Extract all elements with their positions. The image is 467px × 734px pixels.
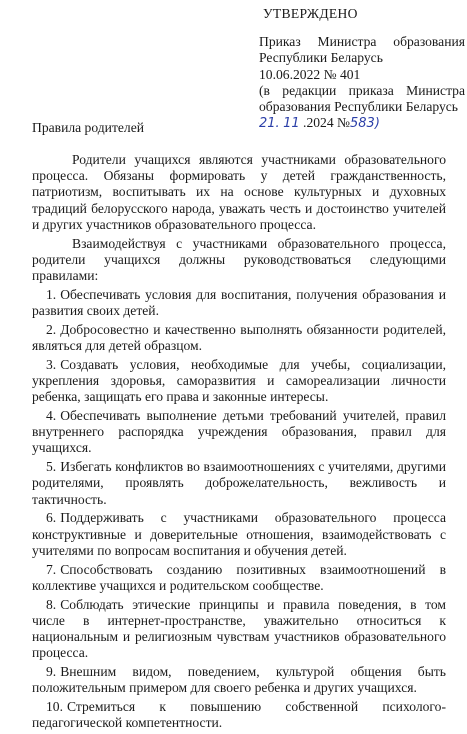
approval-revision-date xyxy=(259,115,465,132)
intro-paragraph: Взаимодействуя с участниками образовательного процесса, родители учащихся должны руководствоваться следующими правилами: xyxy=(32,235,446,284)
rule-item xyxy=(32,664,446,696)
rule-text: Избегать конфликтов во взаимоотношениях с учителями, другими родителями, проявлять доброжелательность, вежливость и тактичность. xyxy=(32,459,446,507)
rule-number: 3. xyxy=(46,356,57,372)
document-title: Правила родителей xyxy=(32,120,145,135)
rule-text: Обеспечивать условия для воспитания, получения образования и развития своих детей. xyxy=(32,286,446,319)
handwritten-number: 583) xyxy=(350,116,380,132)
rule-text: Обеспечивать выполнение детьми требований учителей, правил внутреннего распорядка учреждения образования, правил для учащихся. xyxy=(32,408,446,456)
revision-year-text: .2024 № xyxy=(303,115,351,131)
approval-date-number: 10.06.2022 № 401 xyxy=(259,66,361,82)
rule-item xyxy=(32,408,446,457)
rule-item xyxy=(32,322,446,354)
approval-stamp xyxy=(259,6,465,132)
rule-item xyxy=(32,287,446,319)
rule-number: 9. xyxy=(46,664,57,680)
rule-text: Добросовестно и качественно выполнять обязанности родителей, являться для детей образцом. xyxy=(32,321,446,354)
rule-number: 4. xyxy=(46,408,57,424)
rule-text: Создавать условия, необходимые для учебы, социализации, укрепления здоровья, саморазвития и самореализации личности ребенка, защищать его права и законные интересы. xyxy=(32,356,446,405)
rule-item xyxy=(32,357,446,406)
rule-item xyxy=(32,699,446,731)
rule-number: 1. xyxy=(46,286,57,302)
rule-item xyxy=(32,510,446,559)
handwritten-month: 11 xyxy=(283,116,300,132)
rule-text: Способствовать созданию позитивных взаимоотношений в коллективе учащихся и родительском сообществе. xyxy=(32,561,446,593)
rule-number: 7. xyxy=(46,561,57,577)
rule-item xyxy=(32,459,446,508)
handwritten-day: 21. xyxy=(259,116,280,132)
rules-list xyxy=(32,287,446,732)
rule-text: Поддерживать с участниками образовательного процесса конструктивные и доверительные отношения, взаимодействовать с учителями по вопросам воспитания и обучения детей. xyxy=(32,510,446,558)
rule-number: 2. xyxy=(46,321,57,337)
approval-title: УТВЕРЖДЕНО xyxy=(263,6,358,21)
approval-country-line: Республики Беларусь xyxy=(259,50,383,66)
rule-item xyxy=(32,597,446,662)
rule-text: Внешним видом, поведением, культурой общения быть положительным примером для своего ребенка и других учащихся. xyxy=(32,664,446,696)
approval-revision-line-2: образования Республики Беларусь xyxy=(259,99,459,115)
rule-item xyxy=(32,562,446,594)
document-body xyxy=(32,152,446,734)
rule-text: Стремиться к повышению собственной психолого-педагогической компетентности. xyxy=(32,699,446,731)
rule-number: 6. xyxy=(46,510,57,526)
rule-text: Соблюдать этические принципы и правила поведения, в том числе в интернет-пространстве, уважительно относиться к национальным и религиозным чувствам участников образовательного процесса. xyxy=(32,596,446,661)
intro-paragraph: Родители учащихся являются участниками образовательного процесса. Обязаны формировать у детей гражданственность, патриотизм, воспитывать их на основе культурных и духовных традиций белорусского народа, уважать честь и достоинство учителей и других участников образовательного процесса. xyxy=(32,152,446,232)
rule-number: 8. xyxy=(46,596,57,612)
approval-revision-line: (в редакции приказа Министра xyxy=(259,82,465,98)
rule-number: 5. xyxy=(46,459,57,475)
approval-order-line: Приказ Министра образования xyxy=(259,34,465,50)
rule-number: 10. xyxy=(46,699,63,715)
